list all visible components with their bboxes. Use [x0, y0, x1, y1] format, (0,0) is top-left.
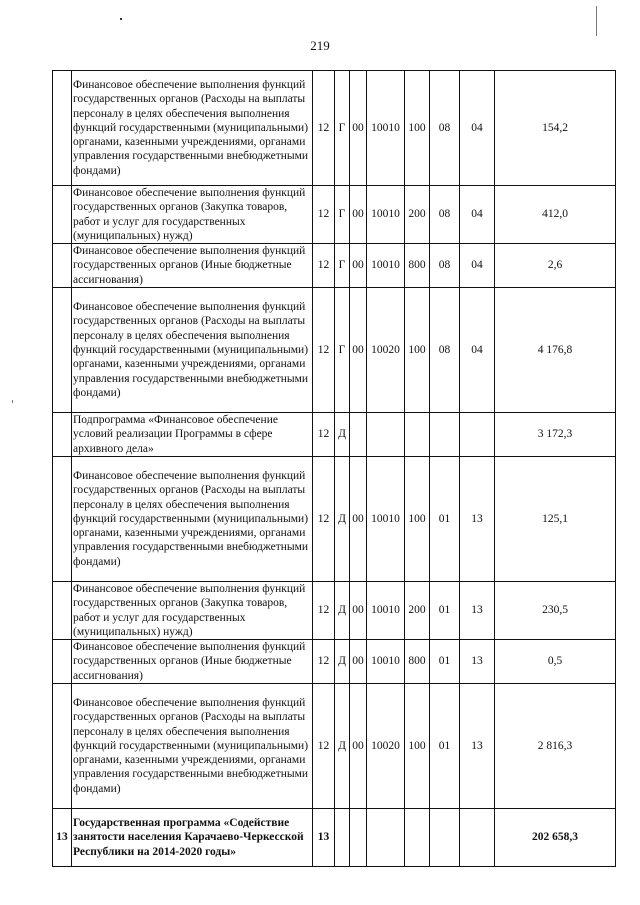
code-program-cell: 12 [313, 71, 335, 186]
row-number-cell [53, 456, 72, 581]
page-number: 219 [310, 38, 330, 53]
code-subprogram-cell: Д [335, 413, 350, 457]
row-number-cell [53, 71, 72, 186]
code-section-cell: 01 [430, 456, 460, 581]
amount-cell: 412,0 [495, 186, 616, 244]
code-direction-cell: 00 [350, 684, 367, 809]
row-name-cell: Подпрограмма «Финансовое обеспечение условий реализации Программы в сфере архивного дела» [72, 413, 313, 457]
code-target-cell: 10010 [367, 581, 405, 639]
table-row [53, 186, 616, 244]
scan-speck [596, 6, 597, 36]
row-name-cell: Государственная программа «Содействие занятости населения Карачаево-Черкесской Республики на 2014-2020 годы» [72, 809, 313, 867]
row-name-cell: Финансовое обеспечение выполнения функций государственных органов (Закупка товаров, работ и услуг для государственных (муниципальных) нужд) [72, 186, 313, 244]
amount-cell: 2,6 [495, 244, 616, 288]
row-number-cell [53, 288, 72, 413]
code-section-cell: 01 [430, 581, 460, 639]
code-subsection-cell: 04 [460, 288, 495, 413]
code-program-cell: 12 [313, 244, 335, 288]
code-target-cell: 10010 [367, 456, 405, 581]
code-subsection-cell: 04 [460, 71, 495, 186]
code-section-cell: 08 [430, 288, 460, 413]
row-number-cell: 13 [53, 809, 72, 867]
code-target-cell: 10020 [367, 684, 405, 809]
amount-cell: 4 176,8 [495, 288, 616, 413]
code-section-cell [430, 809, 460, 867]
code-expense-type-cell: 100 [405, 684, 430, 809]
code-target-cell [367, 413, 405, 457]
code-direction-cell: 00 [350, 640, 367, 684]
code-expense-type-cell [405, 809, 430, 867]
code-expense-type-cell: 200 [405, 186, 430, 244]
table-row [53, 244, 616, 288]
code-program-cell: 12 [313, 186, 335, 244]
code-subsection-cell: 13 [460, 581, 495, 639]
row-number-cell [53, 186, 72, 244]
table-row [53, 71, 616, 186]
code-program-cell: 12 [313, 288, 335, 413]
amount-cell: 3 172,3 [495, 413, 616, 457]
code-subsection-cell: 04 [460, 244, 495, 288]
row-number-cell [53, 684, 72, 809]
row-name-cell: Финансовое обеспечение выполнения функций государственных органов (Расходы на выплаты персоналу в целях обеспечения выполнения функций государственными (муниципальными) органами, казенными учреждениями, органами управления государственными внебюджетными фондами) [72, 456, 313, 581]
code-subprogram-cell: Д [335, 456, 350, 581]
code-section-cell: 01 [430, 684, 460, 809]
code-target-cell: 10020 [367, 288, 405, 413]
table-row [53, 456, 616, 581]
row-number-cell [53, 413, 72, 457]
code-program-cell: 12 [313, 413, 335, 457]
budget-table [52, 70, 616, 867]
code-target-cell: 10010 [367, 244, 405, 288]
scan-speck [120, 18, 122, 20]
code-section-cell: 08 [430, 244, 460, 288]
code-subprogram-cell: Д [335, 684, 350, 809]
table-row [53, 413, 616, 457]
amount-cell: 230,5 [495, 581, 616, 639]
row-number-cell [53, 244, 72, 288]
code-target-cell: 10010 [367, 640, 405, 684]
code-subsection-cell: 04 [460, 186, 495, 244]
code-program-cell: 12 [313, 684, 335, 809]
code-direction-cell [350, 413, 367, 457]
code-expense-type-cell: 100 [405, 288, 430, 413]
code-expense-type-cell: 800 [405, 244, 430, 288]
code-expense-type-cell: 800 [405, 640, 430, 684]
code-expense-type-cell: 100 [405, 456, 430, 581]
code-subsection-cell: 13 [460, 456, 495, 581]
code-program-cell: 13 [313, 809, 335, 867]
scan-speck [12, 400, 13, 403]
code-subprogram-cell: Г [335, 186, 350, 244]
code-subsection-cell: 13 [460, 640, 495, 684]
row-number-cell [53, 640, 72, 684]
code-program-cell: 12 [313, 456, 335, 581]
table-row [53, 288, 616, 413]
code-section-cell: 08 [430, 71, 460, 186]
code-direction-cell: 00 [350, 71, 367, 186]
code-direction-cell: 00 [350, 456, 367, 581]
code-direction-cell [350, 809, 367, 867]
row-name-cell: Финансовое обеспечение выполнения функций государственных органов (Расходы на выплаты персоналу в целях обеспечения выполнения функций государственными (муниципальными) органами, казенными учреждениями, органами управления государственными внебюджетными фондами) [72, 71, 313, 186]
table-row [53, 809, 616, 867]
code-target-cell: 10010 [367, 186, 405, 244]
row-name-cell: Финансовое обеспечение выполнения функций государственных органов (Иные бюджетные ассигнования) [72, 244, 313, 288]
row-name-cell: Финансовое обеспечение выполнения функций государственных органов (Расходы на выплаты персоналу в целях обеспечения выполнения функций государственными (муниципальными) органами, казенными учреждениями, органами управления государственными внебюджетными фондами) [72, 288, 313, 413]
code-direction-cell: 00 [350, 244, 367, 288]
table-row [53, 640, 616, 684]
row-name-cell: Финансовое обеспечение выполнения функций государственных органов (Расходы на выплаты персоналу в целях обеспечения выполнения функций государственными (муниципальными) органами, казенными учреждениями, органами управления государственными внебюджетными фондами) [72, 684, 313, 809]
amount-cell: 202 658,3 [495, 809, 616, 867]
code-subprogram-cell: Г [335, 288, 350, 413]
code-subprogram-cell: Д [335, 640, 350, 684]
amount-cell: 125,1 [495, 456, 616, 581]
code-section-cell: 01 [430, 640, 460, 684]
code-subprogram-cell: Д [335, 581, 350, 639]
code-expense-type-cell: 100 [405, 71, 430, 186]
code-expense-type-cell [405, 413, 430, 457]
row-name-cell: Финансовое обеспечение выполнения функций государственных органов (Закупка товаров, работ и услуг для государственных (муниципальных) нужд) [72, 581, 313, 639]
code-direction-cell: 00 [350, 186, 367, 244]
code-target-cell: 10010 [367, 71, 405, 186]
code-direction-cell: 00 [350, 288, 367, 413]
amount-cell: 2 816,3 [495, 684, 616, 809]
row-name-cell: Финансовое обеспечение выполнения функций государственных органов (Иные бюджетные ассигнования) [72, 640, 313, 684]
code-program-cell: 12 [313, 581, 335, 639]
code-subprogram-cell [335, 809, 350, 867]
code-subsection-cell: 13 [460, 684, 495, 809]
code-section-cell [430, 413, 460, 457]
row-number-cell [53, 581, 72, 639]
amount-cell: 154,2 [495, 71, 616, 186]
amount-cell: 0,5 [495, 640, 616, 684]
code-program-cell: 12 [313, 640, 335, 684]
code-subprogram-cell: Г [335, 71, 350, 186]
code-target-cell [367, 809, 405, 867]
code-subsection-cell [460, 809, 495, 867]
table-row [53, 684, 616, 809]
code-subsection-cell [460, 413, 495, 457]
code-direction-cell: 00 [350, 581, 367, 639]
table-row [53, 581, 616, 639]
code-subprogram-cell: Г [335, 244, 350, 288]
code-section-cell: 08 [430, 186, 460, 244]
code-expense-type-cell: 200 [405, 581, 430, 639]
